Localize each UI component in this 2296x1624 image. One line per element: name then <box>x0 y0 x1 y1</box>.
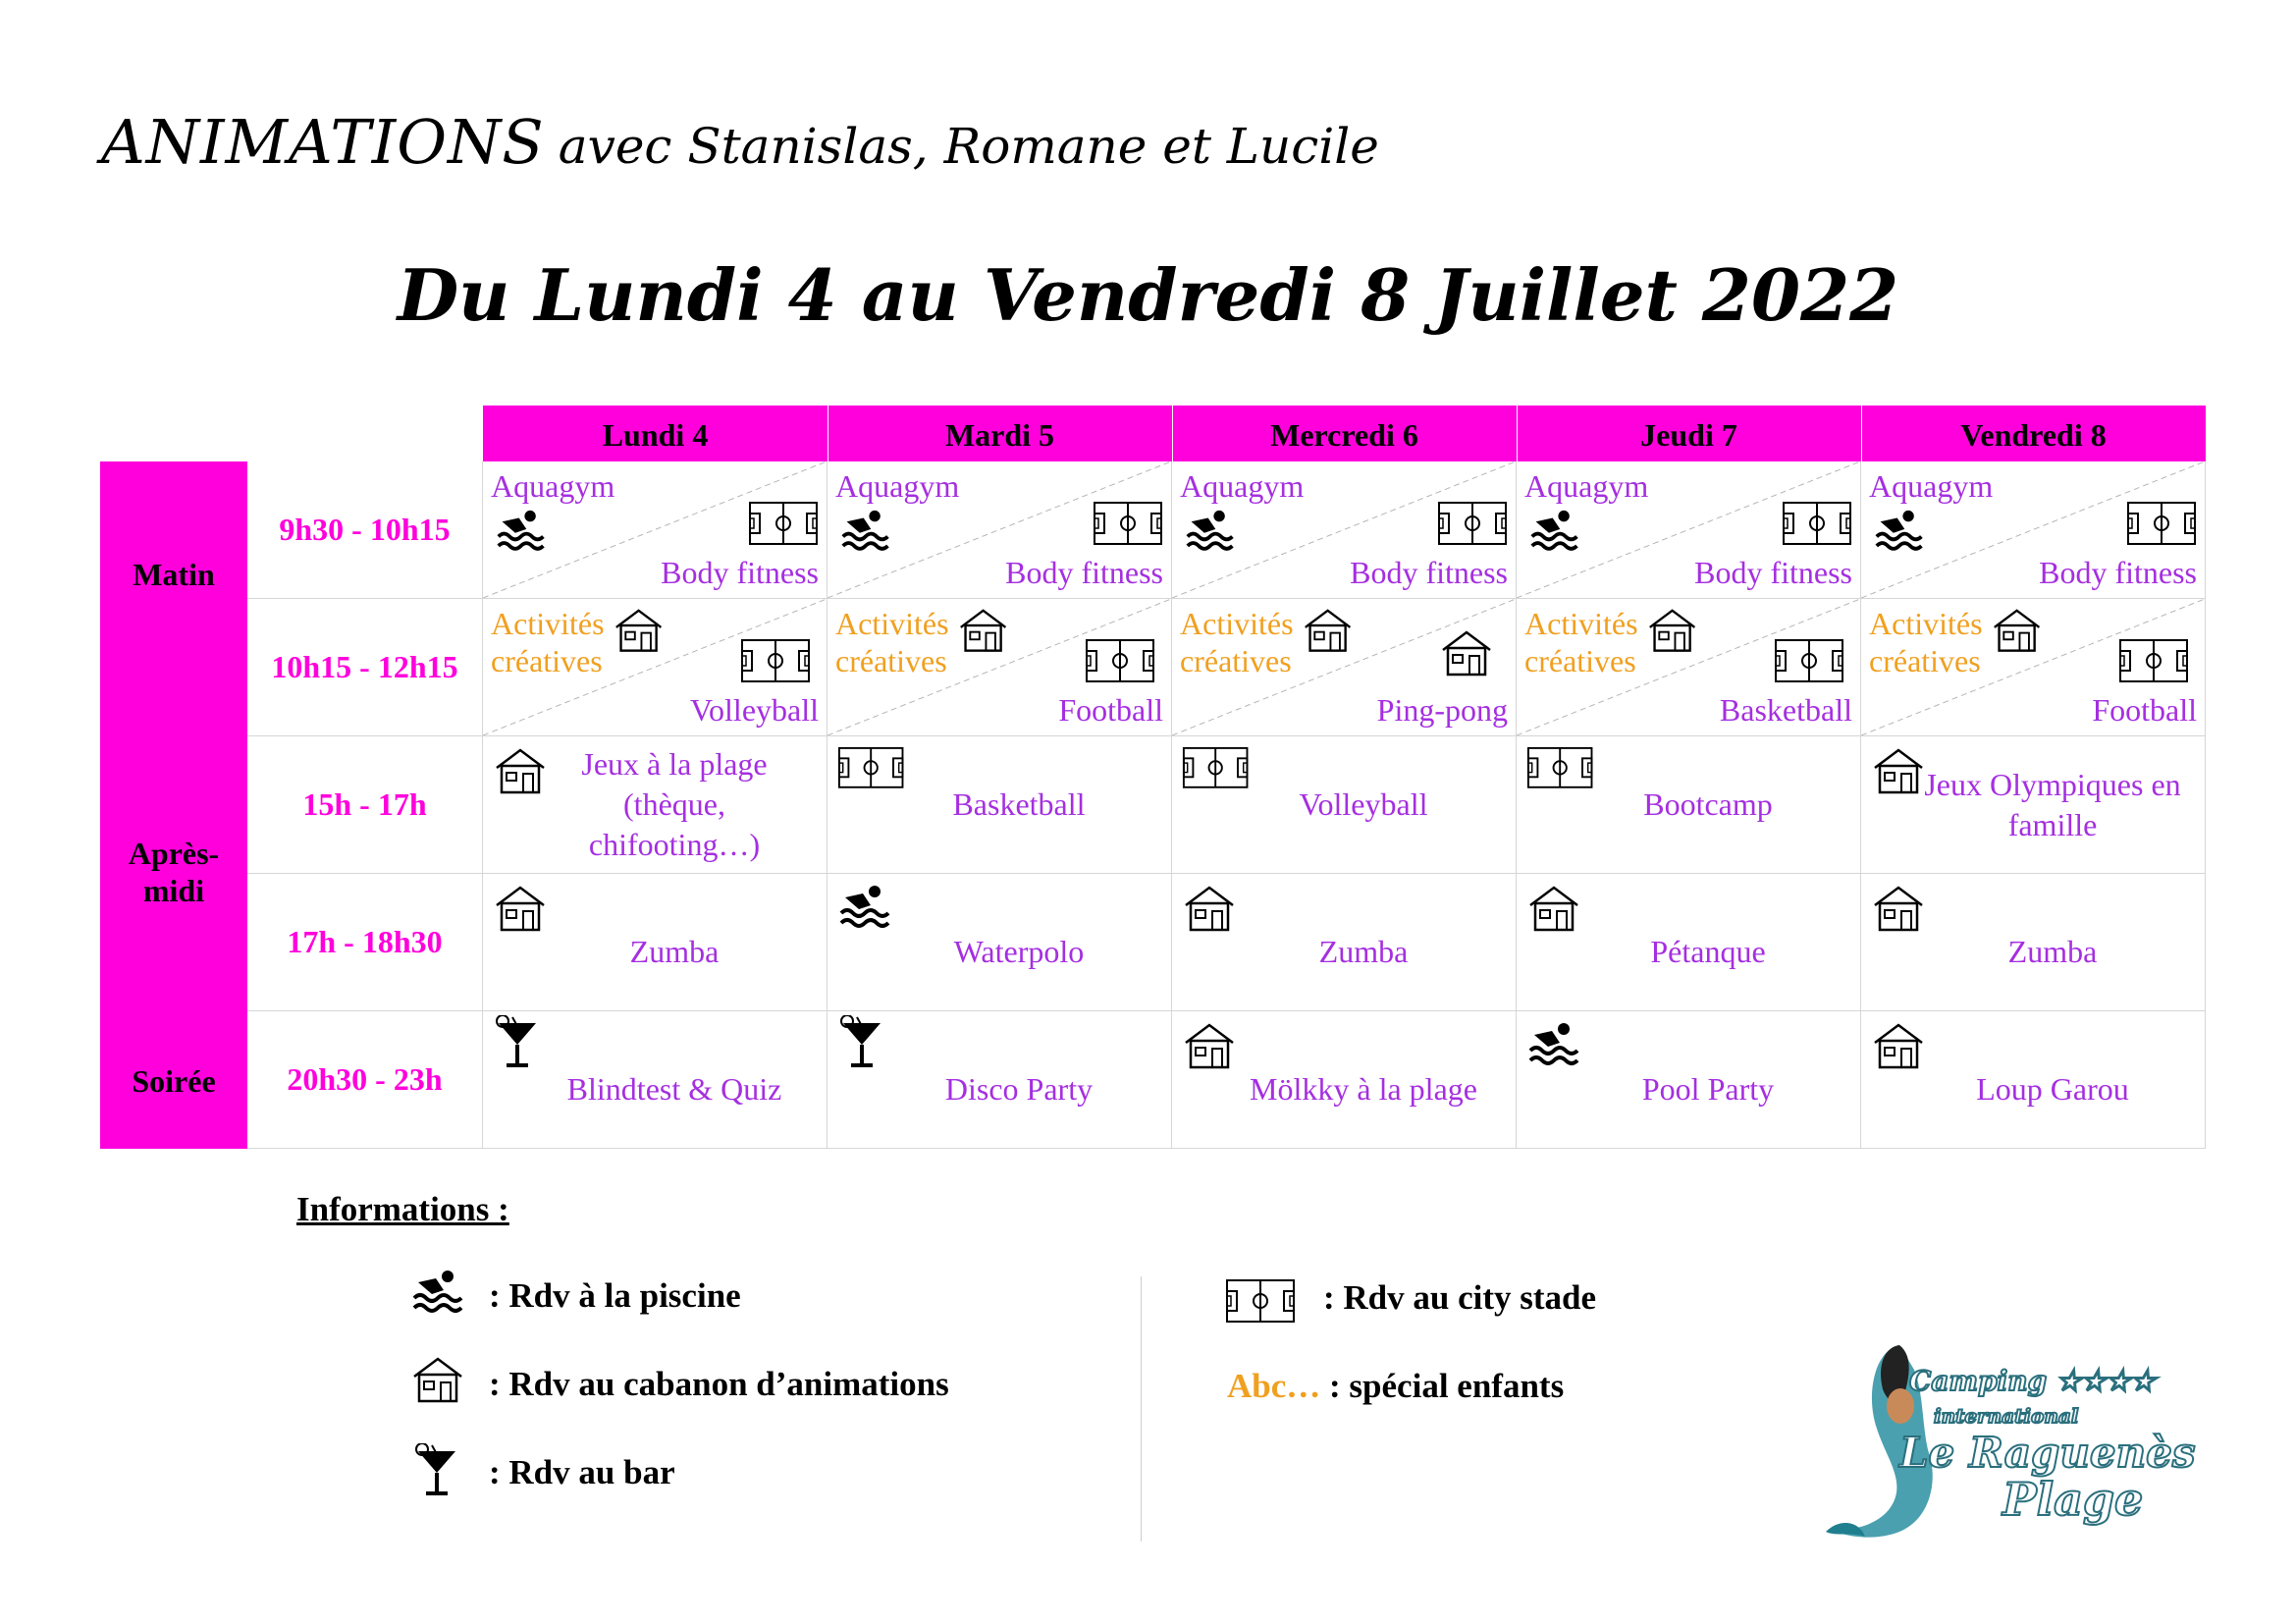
activity-label: Blindtest & Quiz <box>566 1071 782 1107</box>
schedule-cell <box>828 874 1172 1011</box>
activity-label: Basketball <box>952 786 1086 822</box>
schedule-cell <box>1172 1011 1517 1149</box>
kids-activity-line-2: créatives <box>491 643 603 678</box>
schedule-cell <box>1172 461 1517 599</box>
kids-activity-line-1: Activités <box>1524 606 1638 641</box>
activity-top-kids <box>491 605 605 679</box>
kids-activity-line-2: créatives <box>835 643 947 678</box>
kids-activity-line-1: Activités <box>1869 606 1983 641</box>
legend-pool: : Rdv à la piscine <box>489 1276 741 1315</box>
schedule-cell <box>483 599 828 736</box>
activity-label: Pétanque <box>1650 934 1766 969</box>
schedule-cell <box>1861 874 2206 1011</box>
activity-top: Aquagym <box>835 468 960 504</box>
city-stadium-icon <box>2118 638 2189 683</box>
page-title <box>101 106 1379 178</box>
house-icon <box>1871 1021 1926 1070</box>
cocktail-icon <box>837 1015 886 1070</box>
legend-stadium: : Rdv au city stade <box>1323 1278 1597 1317</box>
swimmer-icon <box>1528 509 1580 552</box>
logo-line-2: international <box>1934 1404 2079 1428</box>
activity-top-kids <box>1524 605 1638 679</box>
camping-logo <box>1806 1335 2218 1551</box>
city-stadium-icon <box>2126 501 2197 546</box>
time-slot: 20h30 - 23h <box>247 1011 483 1149</box>
day-header: Mercredi 6 <box>1172 406 1518 461</box>
title-subtitle: avec Stanislas, Romane et Lucile <box>558 118 1379 175</box>
activity-label: Zumba <box>629 934 720 969</box>
period-label-soiree: Soirée <box>132 1063 216 1099</box>
cocktail-icon <box>493 1015 542 1070</box>
kids-label: : spécial enfants <box>1329 1367 1565 1405</box>
period-matin <box>100 461 247 736</box>
date-range: Du Lundi 4 au Vendredi 8 Juillet 2022 <box>397 253 1899 337</box>
legend-cabin: : Rdv au cabanon d’animations <box>489 1365 949 1403</box>
schedule-cell <box>483 874 828 1011</box>
period-label-apres-midi-1: Après- <box>128 836 220 871</box>
house-icon <box>613 607 665 654</box>
schedule-cell <box>483 1011 828 1149</box>
city-stadium-icon <box>748 501 819 546</box>
cocktail-icon <box>412 1443 461 1503</box>
kids-activity-line-2: créatives <box>1180 643 1292 678</box>
city-stadium-icon <box>740 638 811 683</box>
swimmer-icon <box>495 509 547 552</box>
house-icon <box>1871 884 1926 933</box>
kids-activity-line-2: créatives <box>1524 643 1636 678</box>
swimmer-icon <box>837 884 892 929</box>
city-stadium-icon <box>1085 638 1155 683</box>
day-header-row <box>483 406 2206 461</box>
activity-bottom: Body fitness <box>1005 555 1163 590</box>
activity-label: Pool Party <box>1641 1071 1775 1107</box>
house-icon <box>493 884 548 933</box>
activity-bottom: Body fitness <box>1694 555 1852 590</box>
house-icon <box>1991 607 2043 654</box>
house-icon <box>1646 607 1698 654</box>
swimmer-icon <box>839 509 891 552</box>
logo-line-4: Plage <box>2002 1473 2144 1526</box>
house-icon <box>410 1355 465 1409</box>
period-apres-midi <box>100 736 247 1011</box>
time-slot: 10h15 - 12h15 <box>247 599 483 736</box>
schedule-cell <box>483 736 828 874</box>
legend-kids <box>1227 1367 1564 1406</box>
activity-bottom: Basketball <box>1719 692 1852 728</box>
schedule-cell <box>828 736 1172 874</box>
activity-bottom: Volleyball <box>690 692 819 728</box>
city-stadium-icon <box>1437 501 1508 546</box>
day-header: Lundi 4 <box>483 406 828 461</box>
schedule-cell <box>1172 599 1517 736</box>
schedule-cell <box>828 1011 1172 1149</box>
swimmer-icon <box>1184 509 1236 552</box>
day-header: Vendredi 8 <box>1861 406 2207 461</box>
activity-label: Waterpolo <box>953 934 1085 969</box>
activity-bottom: Football <box>2092 692 2197 728</box>
legend-divider <box>1141 1276 1142 1542</box>
house-icon <box>1182 884 1237 933</box>
schedule-cell <box>1517 874 1861 1011</box>
kids-sample: Abc… <box>1227 1367 1321 1405</box>
kids-activity-line-1: Activités <box>1180 606 1294 641</box>
schedule-cell <box>1861 736 2206 874</box>
city-stadium-icon <box>1782 501 1852 546</box>
activity-top: Aquagym <box>1869 468 1994 504</box>
activity-label: Zumba <box>1318 934 1409 969</box>
schedule-cell <box>828 599 1172 736</box>
activity-top-kids <box>1869 605 1983 679</box>
period-soiree <box>100 1011 247 1149</box>
activity-label: Bootcamp <box>1643 786 1773 822</box>
swimmer-icon <box>410 1269 465 1319</box>
city-stadium-icon <box>1093 501 1163 546</box>
activity-top-kids <box>835 605 949 679</box>
period-label-apres-midi-2: midi <box>142 873 205 908</box>
activity-label: Volleyball <box>1299 786 1428 822</box>
activity-top: Aquagym <box>1524 468 1649 504</box>
activity-bottom: Football <box>1058 692 1163 728</box>
activity-top-kids <box>1180 605 1294 679</box>
activity-bottom: Ping-pong <box>1376 692 1508 728</box>
activity-bottom: Body fitness <box>2039 555 2197 590</box>
logo-line-1: Camping ★★★★ <box>1909 1365 2156 1397</box>
activity-bottom: Body fitness <box>661 555 819 590</box>
legend-bar: : Rdv au bar <box>489 1453 675 1491</box>
title-main: ANIMATIONS <box>101 106 545 178</box>
schedule-cell <box>1861 461 2206 599</box>
logo-line-3: Le Raguenès <box>1899 1429 2196 1477</box>
house-icon <box>1526 884 1581 933</box>
kids-activity-line-1: Activités <box>835 606 949 641</box>
activity-label: Loup Garou <box>1976 1071 2129 1107</box>
schedule-cell <box>1517 1011 1861 1149</box>
schedule-cell <box>828 461 1172 599</box>
schedule-cell <box>483 461 828 599</box>
activity-top: Aquagym <box>491 468 615 504</box>
kids-activity-line-2: créatives <box>1869 643 1981 678</box>
time-slot: 9h30 - 10h15 <box>247 461 483 599</box>
swimmer-icon <box>1873 509 1925 552</box>
house-icon <box>957 607 1009 654</box>
house-icon <box>1302 607 1354 654</box>
city-stadium-icon <box>1774 638 1844 683</box>
swimmer-icon <box>1526 1021 1581 1066</box>
schedule-cell <box>1861 1011 2206 1149</box>
schedule-cell <box>1517 599 1861 736</box>
time-slot: 15h - 17h <box>247 736 483 874</box>
schedule-cell <box>1172 874 1517 1011</box>
house-icon <box>1439 628 1494 677</box>
day-header: Mardi 5 <box>828 406 1173 461</box>
house-icon <box>1182 1021 1237 1070</box>
city-stadium-icon <box>1225 1278 1296 1328</box>
house-icon <box>493 746 548 795</box>
time-slot: 17h - 18h30 <box>247 874 483 1011</box>
activity-label: Mölkky à la plage <box>1250 1071 1477 1107</box>
schedule-cell <box>1517 736 1861 874</box>
period-label-matin: Matin <box>133 557 215 592</box>
info-title: Informations : <box>296 1190 509 1228</box>
kids-activity-line-1: Activités <box>491 606 605 641</box>
activity-top: Aquagym <box>1180 468 1305 504</box>
schedule-cell <box>1861 599 2206 736</box>
activity-bottom: Body fitness <box>1350 555 1508 590</box>
activity-label: Disco Party <box>944 1071 1094 1107</box>
activity-label: Zumba <box>2007 934 2098 969</box>
activity-label: Jeux à la plage (thèque, chifooting…) <box>581 746 768 862</box>
day-header: Jeudi 7 <box>1517 406 1862 461</box>
schedule-cell <box>1172 736 1517 874</box>
activity-label: Jeux Olympiques en famille <box>1924 766 2181 842</box>
house-icon <box>1871 746 1926 795</box>
schedule-cell <box>1517 461 1861 599</box>
